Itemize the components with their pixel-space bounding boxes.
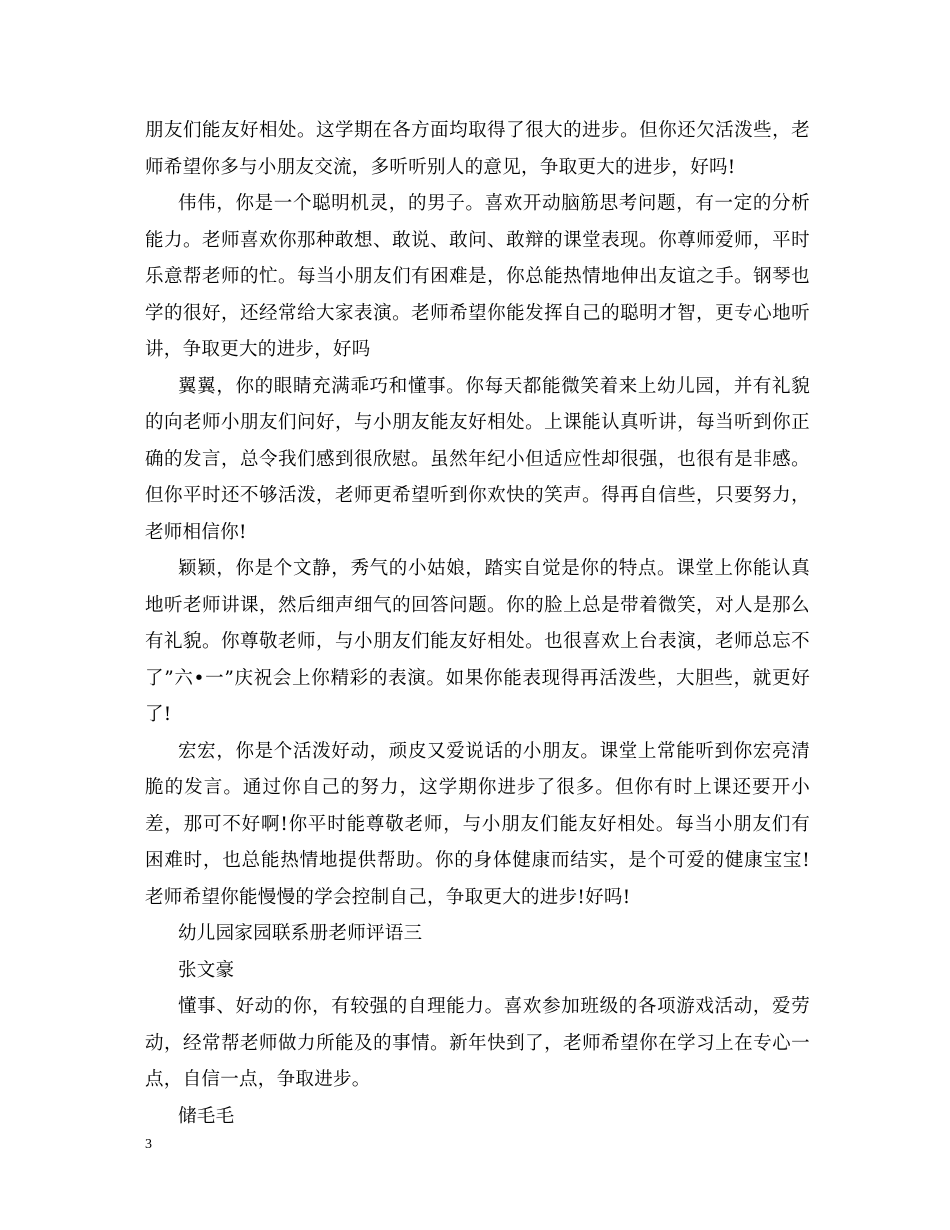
document-body bbox=[145, 113, 810, 1135]
page-number: 3 bbox=[145, 1137, 152, 1152]
paragraph-honghong: 宏宏，你是个活泼好动，顽皮又爱说话的小朋友。课堂上常能听到你宏亮清脆的发言。通过你自己的努力，这学期你进步了很多。但你有时上课还要开小差，那可不好啊!你平时能尊敬老师，与小朋友们能友好相处。每当小朋友们有困难时，也总能热情地提供帮助。你的身体健康而结实，是个可爱的健康宝宝!老师希望你能慢慢的学会控制自己，争取更大的进步!好吗! bbox=[145, 740, 810, 908]
paragraph-yingying: 颖颖，你是个文静，秀气的小姑娘，踏实自觉是你的特点。课堂上你能认真地听老师讲课，然后细声细气的回答问题。你的脸上总是带着微笑，对人是那么有礼貌。你尊敬老师，与小朋友们能友好相处。也很喜欢上台表演，老师总忘不了”六•一”庆祝会上你精彩的表演。如果你能表现得再活泼些，大胆些，就更好了! bbox=[145, 558, 810, 725]
paragraph-weiwei: 伟伟，你是一个聪明机灵，的男子。喜欢开动脑筋思考问题，有一定的分析能力。老师喜欢你那种敢想、敢说、敢问、敢辩的课堂表现。你尊师爱师，平时乐意帮老师的忙。每当小朋友们有困难是，你总能热情地伸出友谊之手。钢琴也学的很好，还经常给大家表演。老师希望你能发挥自己的聪明才智，更专心地听讲，争取更大的进步，好吗 bbox=[145, 193, 810, 360]
paragraph-yiyi: 翼翼，你的眼睛充满乖巧和懂事。你每天都能微笑着来上幼儿园，并有礼貌的向老师小朋友们问好，与小朋友能友好相处。上课能认真听讲，每当听到你正确的发言，总令我们感到很欣慰。虽然年纪小但适应性却很强，也很有是非感。但你平时还不够活泼，老师更希望听到你欢快的笑声。得再自信些，只要努力，老师相信你! bbox=[145, 375, 810, 543]
student-name-chu-maomao: 储毛毛 bbox=[178, 1105, 235, 1127]
paragraph-continuation: 朋友们能友好相处。这学期在各方面均取得了很大的进步。但你还欠活泼些，老师希望你多与小朋友交流，多听听别人的意见，争取更大的进步，好吗! bbox=[145, 120, 810, 178]
student-name-zhang-wenhao: 张文豪 bbox=[178, 959, 235, 981]
section-heading: 幼儿园家园联系册老师评语三 bbox=[178, 923, 423, 944]
paragraph-zhang-wenhao: 懂事、好动的你，有较强的自理能力。喜欢参加班级的各项游戏活动，爱劳动，经常帮老师做力所能及的事情。新年快到了，老师希望你在学习上在专心一点，自信一点，争取进步。 bbox=[145, 996, 810, 1090]
